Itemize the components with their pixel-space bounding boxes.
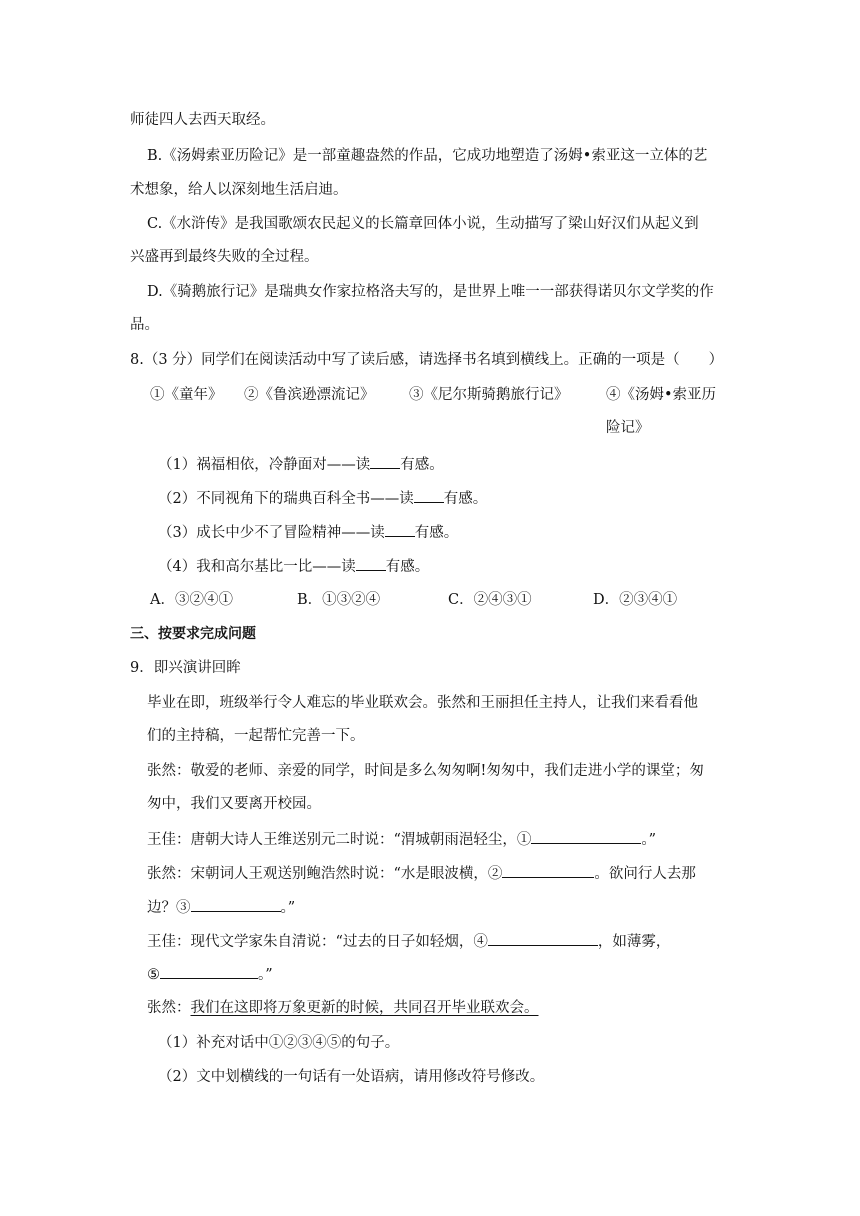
q8-item-2-text: （2）不同视角下的瑞典百科全书——读 [158,491,414,507]
q9-task-2: （2）文中划横线的一句话有一处语病，请用修改符号修改。 [158,1069,545,1085]
q8-book-4-continuation: 险记》 [606,420,650,436]
q9-zhangran-2b-suffix: 。” [280,900,296,916]
blank-line-1 [531,829,641,844]
blank-line-3 [191,897,281,912]
q8-choice-d: D．②③④① [593,592,678,608]
q9-intro-line1: 毕业在即，班级举行令人难忘的毕业联欢会。张然和王丽担任主持人，让我们来看看他 [147,695,698,711]
q8-item-1-suffix: 有感。 [400,457,444,473]
q9-wangjia-2b [147,964,273,985]
q8-book-4: ④《汤姆•索亚历 [606,387,717,403]
q7-option-c-line1: C.《水浒传》是我国歌颂农民起义的长篇章回体小说，生动描写了梁山好汉们从起义到 [147,216,699,232]
q8-item-3 [158,522,458,543]
q8-item-4-suffix: 有感。 [385,559,430,575]
q9-title: 9．即兴演讲回眸 [130,660,241,676]
q9-wangjia-2-text: 王佳：现代文学家朱自清说：“过去的日子如轻烟，④ [147,934,488,950]
q9-wangjia-1-text: 王佳：唐朝大诗人王维送别元二时说：“渭城朝雨浥轻尘，① [147,832,532,848]
q7-option-b-line1: B.《汤姆索亚历险记》是一部童趣盎然的作品，它成功地塑造了汤姆•索亚这一立体的艺 [147,148,708,164]
blank-line [385,522,415,537]
blank-line-5 [160,964,258,979]
q8-choice-b: B．①③②④ [297,592,381,608]
q9-intro-line2: 们的主持稿，一起帮忙完善一下。 [147,728,365,744]
q8-item-2-suffix: 有感。 [443,491,488,507]
q9-zhangran-1b: 匆中，我们又要离开校园。 [147,796,321,812]
q7-option-b-line2: 术想象，给人以深刻地生活启迪。 [130,182,348,198]
q9-wangjia-2 [147,931,670,952]
q9-wangjia-1 [147,829,656,850]
q9-zhangran-3 [147,998,539,1018]
q7-option-c-line2: 兴盛再到最终失败的全过程。 [130,249,319,265]
q8-item-4 [158,556,429,577]
q7-option-d-line2: 品。 [130,317,159,333]
q9-zhangran-1a: 张然：敬爱的老师、亲爱的同学，时间是多么匆匆啊!匆匆中，我们走进小学的课堂；匆 [147,763,704,779]
blank-line [414,488,444,503]
q9-wangjia-1-suffix: 。” [641,832,657,848]
q8-choice-c: C．②④③① [448,592,532,608]
q8-book-3: ③《尼尔斯骑鹅旅行记》 [409,387,569,403]
q7-option-a-continuation: 师徒四人去西天取经。 [130,112,275,128]
q8-item-3-suffix: 有感。 [414,525,459,541]
blank-line-4 [488,931,598,946]
blank-line [370,454,400,469]
q9-zhangran-2-text: 张然：宋朝词人王观送别鲍浩然时说：“水是眼波横，② [147,866,503,882]
q8-choice-a: A．③②④① [150,592,233,608]
q8-stem: 8.（3 分）同学们在阅读活动中写了读后感，请选择书名填到横线上。正确的一项是（ ） [130,352,724,368]
section-title: 三、按要求完成问题 [130,626,256,642]
q8-item-3-text: （3）成长中少不了冒险精神——读 [158,525,385,541]
q7-option-d-line1: D.《骑鹅旅行记》是瑞典女作家拉格洛夫写的，是世界上唯一一部获得诺贝尔文学奖的作 [147,284,714,300]
q9-task-1: （1）补充对话中①②③④⑤的句子。 [158,1035,400,1051]
q8-item-4-text: （4）我和高尔基比一比——读 [158,559,356,575]
q9-zhangran-2b-text: 边？③ [147,900,191,916]
q9-zhangran-2 [147,863,696,884]
speaker-label: 张然： [147,1000,191,1016]
q8-book-1: ①《童年》 [150,387,223,403]
q8-book-2: ②《鲁滨逊漂流记》 [244,387,375,403]
q9-zhangran-2-suffix: 。欲问行人去那 [594,866,696,882]
q9-wangjia-2-suffix: ，如薄雾， [597,934,671,950]
blank-line [356,556,386,571]
q9-wangjia-2b-text: ⑤ [147,967,160,983]
q8-item-1 [158,454,444,475]
underlined-sentence: 我们在这即将万象更新的时候，共同召开毕业联欢会。 [190,1000,539,1016]
q8-item-1-text: （1）祸福相依，冷静面对——读 [158,457,371,473]
q9-zhangran-2b [147,897,295,918]
blank-line-2 [502,863,594,878]
q9-wangjia-2b-suffix: 。” [258,967,273,983]
q8-item-2 [158,488,487,509]
